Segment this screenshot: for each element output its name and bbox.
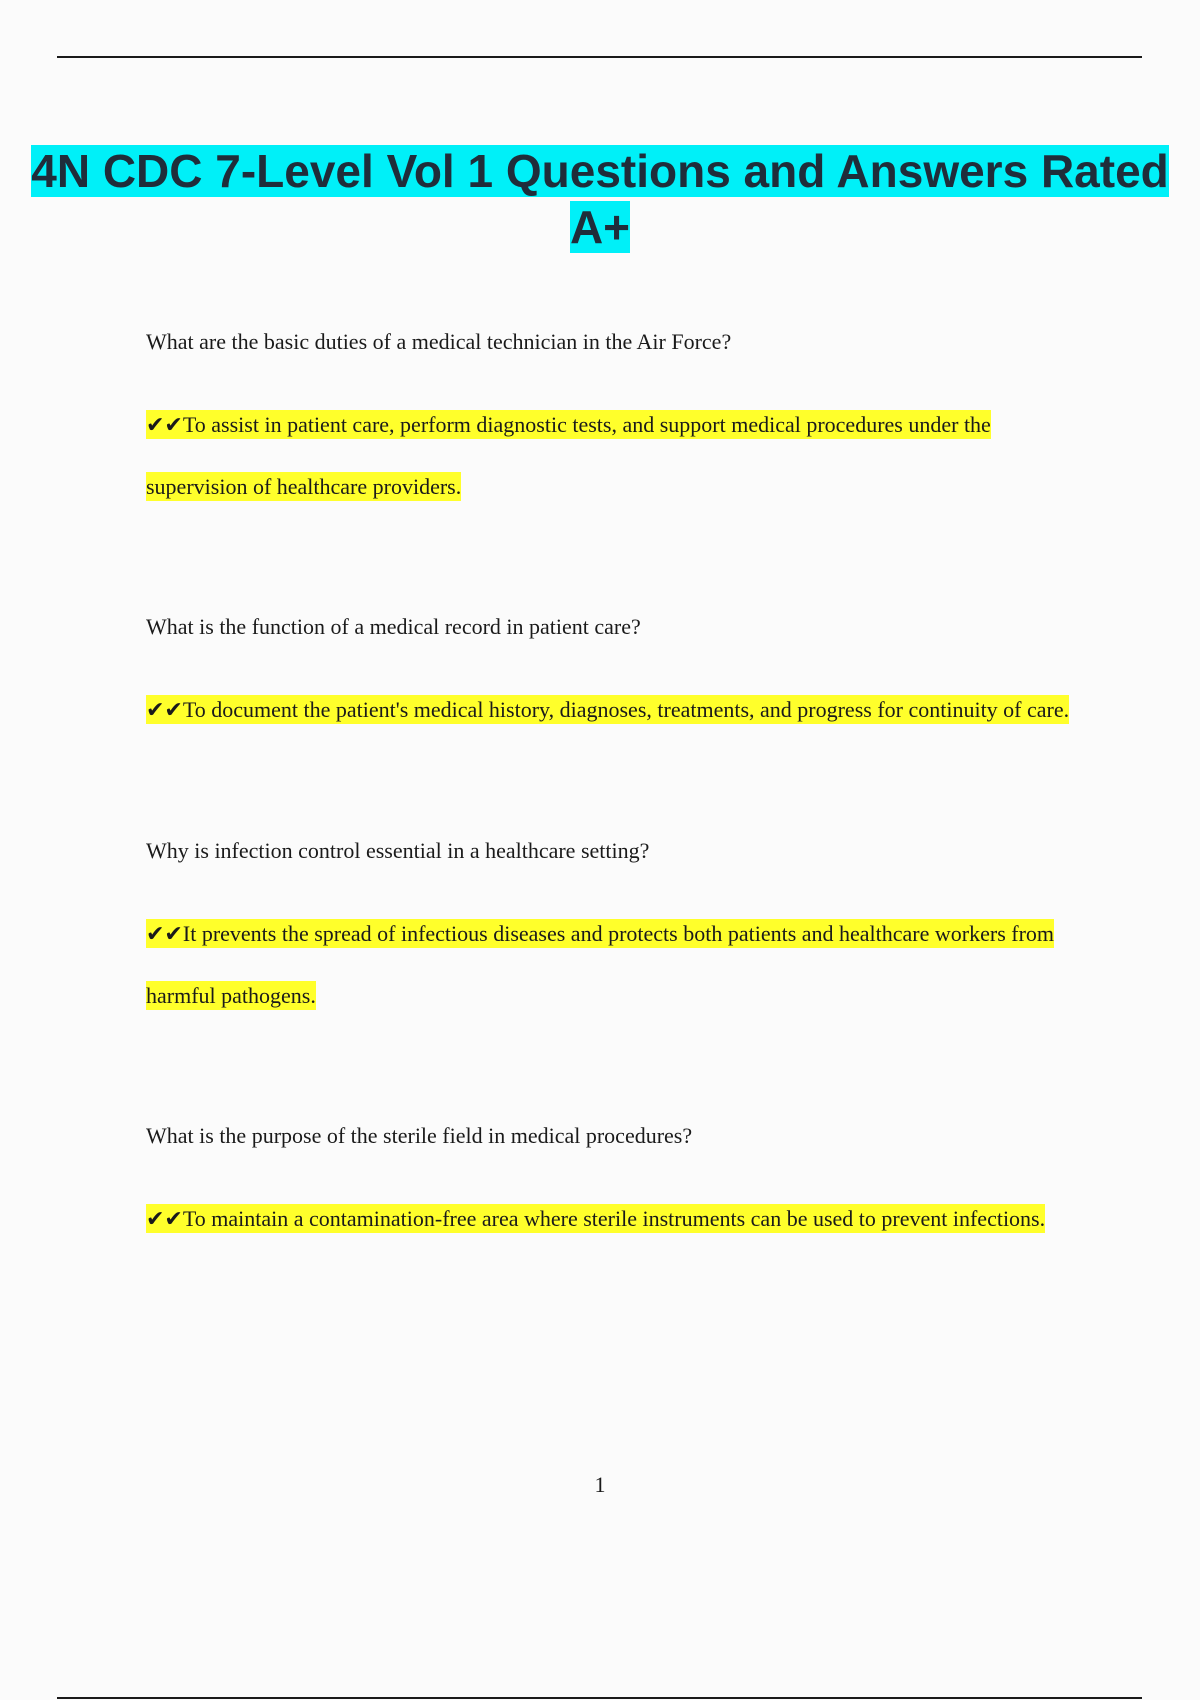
title-block [0,143,1200,255]
page-number: 1 [594,1472,606,1497]
qa-list [146,320,1096,1250]
document-title: 4N CDC 7-Level Vol 1 Questions and Answers Rated A+ [31,145,1169,253]
answer-body: To assist in patient care, perform diagnostic tests, and support medical procedures under the supervision of healthcare providers. [146,412,991,499]
answer-body: It prevents the spread of infectious diseases and protects both patients and healthcare workers from harmful pathogens. [146,921,1055,1008]
double-check-icon: ✔✔ [146,413,183,438]
answer-text [146,903,1096,1026]
double-check-icon: ✔✔ [146,1207,183,1232]
answer-highlight [146,695,1069,724]
qa-item [146,1114,1096,1250]
question-text: What is the function of a medical record in patient care? [146,614,641,639]
answer-body: To document the patient's medical history, diagnoses, treatments, and progress for continuity of care. [182,697,1070,722]
answer-text [146,679,1096,741]
bottom-rule [57,1697,1142,1699]
answer-body: To maintain a contamination-free area where sterile instruments can be used to prevent infections. [182,1206,1046,1231]
qa-item [146,829,1096,1026]
double-check-icon: ✔✔ [146,698,183,723]
qa-item [146,320,1096,517]
answer-text [146,1188,1096,1250]
double-check-icon: ✔✔ [146,922,183,947]
top-rule [57,56,1142,58]
answer-highlight [146,1204,1045,1233]
question-text: What are the basic duties of a medical technician in the Air Force? [146,329,732,354]
answer-highlight [146,410,991,501]
question-text: Why is infection control essential in a healthcare setting? [146,838,650,863]
answer-highlight [146,919,1054,1010]
question-text: What is the purpose of the sterile field in medical procedures? [146,1123,693,1148]
qa-item [146,605,1096,741]
answer-text [146,394,1096,517]
